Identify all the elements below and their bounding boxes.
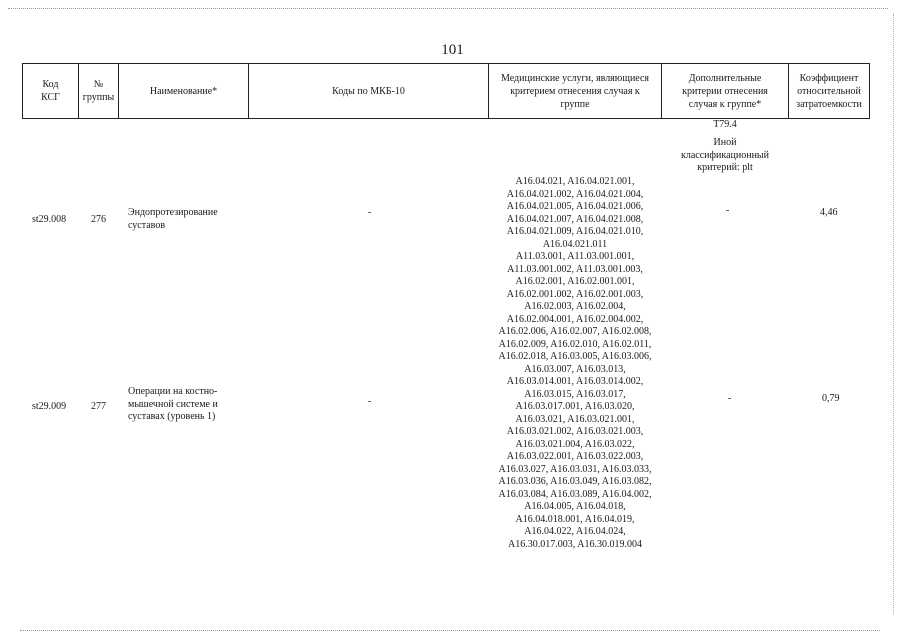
row-mkb-codes: - [368, 396, 372, 407]
header-services: Медицинские услуги, являющиеся критерием отнесения случая к группе [500, 72, 650, 110]
row-extra-criteria: - [726, 205, 730, 216]
scan-artifact-bottom [20, 630, 880, 632]
row-mkb-codes: - [368, 207, 372, 218]
scan-artifact-right [893, 14, 895, 614]
header-coefficient: Коэффициент относительной затратоемкости [796, 72, 862, 110]
scan-artifact-top [8, 8, 888, 10]
row-extra-criteria: - [728, 393, 732, 404]
row-ksg-code: st29.008 [32, 214, 67, 225]
row-group-number: 277 [91, 401, 106, 412]
col-divider-7 [869, 63, 870, 119]
continuation-criteria-code: T79.4 [713, 119, 737, 130]
header-name: Наименование* [149, 85, 218, 97]
row-coefficient: 0,79 [822, 393, 840, 404]
header-ksg-code: Код КСГ [41, 79, 60, 103]
row-name: Операции на костно- мышечной системе и суставах (уровень 1) [128, 386, 218, 422]
header-group-number: № группы [82, 79, 115, 103]
row-group-number: 276 [91, 214, 106, 225]
row-ksg-code: st29.009 [32, 401, 67, 412]
row-coefficient: 4,46 [820, 207, 838, 218]
header-extra-criteria: Дополнительные критерии отнесения случая к группе* [682, 72, 768, 110]
col-divider-5 [661, 63, 662, 119]
col-divider-4 [488, 63, 489, 119]
page-number: 101 [441, 42, 464, 58]
continuation-criteria-note: Иной классификационный критерий: plt [681, 137, 769, 173]
row-services: A16.04.021, A16.04.021.001, A16.04.021.002, A16.04.021.004, A16.04.021.005, A16.04.021.006, A16.04.021.007, A16.04.021.008, A16.04.021.009, A16.04.021.010, A16.04.021.011 [506, 176, 644, 250]
row-name: Эндопротезирование суставов [128, 207, 218, 231]
header-mkb-codes: Коды по МКБ-10 [332, 85, 405, 97]
row-services: A11.03.001, A11.03.001.001, A11.03.001.002, A11.03.001.003, A16.02.001, A16.02.001.001, A16.02.001.002, A16.02.001.003, A16.02.003, A16.02.004, A16.02.004.001, A16.02.004.002, A16.02.006, A16.02.007, A16.02.008, A16.02.009, A16.02.010, A16.02.011, A16.02.018, A16.03.005, A16.03.006, A16.03.007, A16.03.013, A16.03.014.001, A16.03.014.002, A16.03.015, A16.03.017, A16.03.017.001, A16.03.020, A16.03.021, A16.03.021.001, A16.03.021.002, A16.03.021.003, A16.03.021.004, A16.03.022, A16.03.022.001, A16.03.022.003, A16.03.027, A16.03.031, A16.03.033, A16.03.036, A16.03.049, A16.03.082, A16.03.084, A16.03.089, A16.04.002, A16.04.005, A16.04.018, A16.04.018.001, A16.04.019, A16.04.022, A16.04.024, A16.30.017.003, A16.30.019.004 [498, 251, 652, 550]
